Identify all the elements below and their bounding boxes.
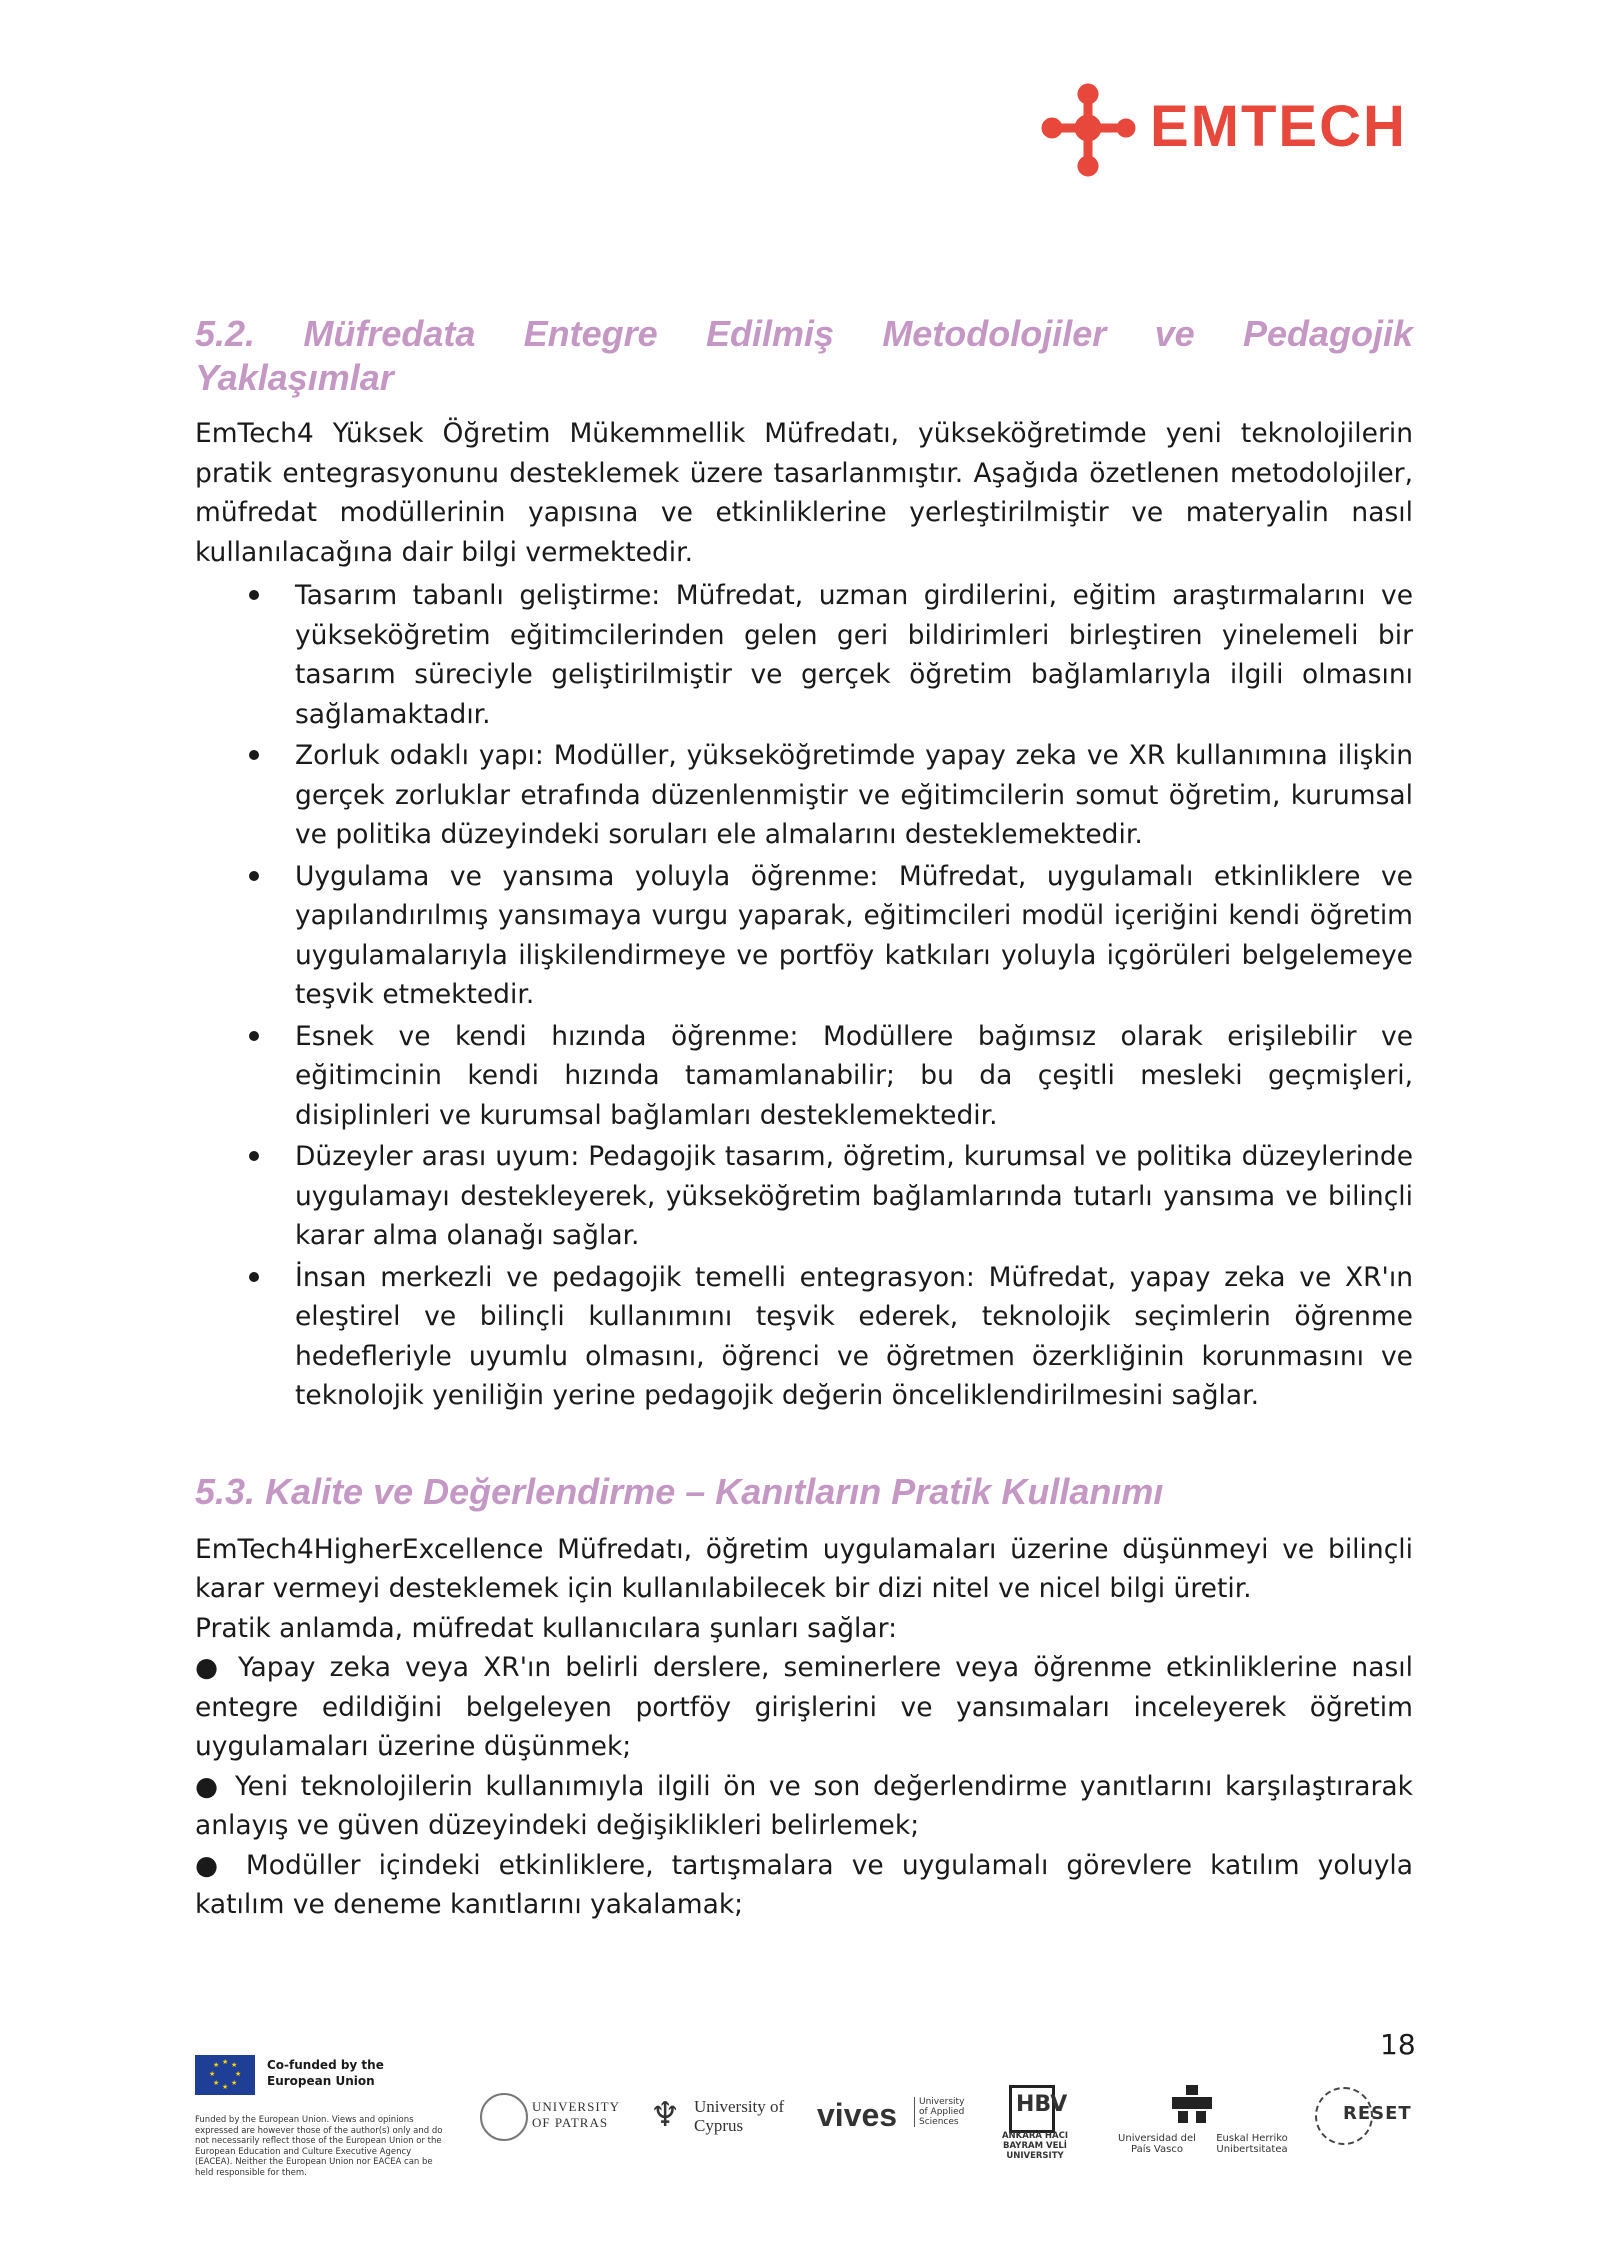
list-item-text: Zorluk odaklı yapı: Modüller, yükseköğretimde yapay zeka ve XR kullanımına ilişkin gerçek zorluklar etrafında düzenlenmiştir ve eğitimcilerin somut öğretim, kurumsal ve politika düzeyindeki soruları ele almalarını desteklemektedir.	[295, 740, 1413, 850]
section-5-3-paragraph: ● Yapay zeka veya XR'ın belirli derslere, seminerlere veya öğrenme etkinliklerine nasıl entegre edildiğini belgeleyen portföy girişlerini ve yansımaları inceleyerek öğretim uygulamaları üzerine düşünmek;	[195, 1652, 1413, 1762]
eu-cofunded-label: Co-funded by the European Union	[267, 2058, 384, 2088]
patras-seal-icon	[480, 2093, 528, 2141]
patras-label: UNIVERSITY OF PATRAS	[532, 2099, 620, 2130]
list-item-text: İnsan merkezli ve pedagojik temelli entegrasyon: Müfredat, yapay zeka ve XR'ın eleştirel ve bilinçli kullanımını teşvik ederek, teknolojik seçimlerin öğrenme hedefleriyle uyumlu olmasını, öğrenci ve öğretmen özerkliğinin korunmasını ve teknolojik yeniliğin yerine pedagojik değerin önceliklendirilmesini sağlar.	[295, 1261, 1413, 1411]
vives-sublabel: University of Applied Sciences	[914, 2097, 969, 2127]
list-item-text: Tasarım tabanlı geliştirme: Müfredat, uzman girdilerini, eğitim araştırmalarını ve yükseköğretim eğitimcilerinden gelen geri bildirimleri birleştiren yinelemeli bir tasarım süreciyle geliştirilmiştir ve gerçek öğretim bağlamlarıyla ilgili olmasını sağlamaktadır.	[295, 580, 1413, 730]
bullet-icon	[249, 1151, 259, 1161]
footer-partner-logos	[195, 2055, 1420, 2185]
reset-label: RESET	[1343, 2103, 1412, 2124]
list-item-text: Düzeyler arası uyum: Pedagojik tasarım, öğretim, kurumsal ve politika düzeylerinde uygulamayı destekleyerek, yükseköğretim bağlamlarında tutarlı yansıma ve bilinçli karar alma olanağı sağlar.	[295, 1141, 1413, 1251]
section-5-2-intro: EmTech4 Yüksek Öğretim Mükemmellik Müfredatı, yükseköğretimde yeni teknolojilerin pratik entegrasyonunu desteklemek üzere tasarlanmıştır. Aşağıda özetlenen metodolojiler, müfredat modüllerinin yapısına ve etkinliklerine yerleştirilmiştir ve materyalin nasıl kullanılacağına dair bilgi vermektedir.	[195, 418, 1413, 568]
emtech-molecule-icon	[1040, 78, 1150, 188]
methodology-list	[195, 576, 1413, 1416]
section-5-3-paragraph: Pratik anlamda, müfredat kullanıcılara şunları sağlar:	[195, 1612, 898, 1644]
upv-ehu-mark-icon	[1172, 2085, 1212, 2125]
cyprus-label: University of Cyprus	[694, 2097, 785, 2135]
bullet-icon	[249, 871, 259, 881]
list-item-text: Esnek ve kendi hızında öğrenme: Modüllere bağımsız olarak erişilebilir ve eğitimcinin kendi hızında tamamlanabilir; bu da çeşitli mesleki geçmişleri, disiplinleri ve kurumsal bağlamları desteklemektedir.	[295, 1020, 1413, 1131]
hbv-mark-icon	[1009, 2085, 1068, 2133]
hbv-mark: HBV	[1016, 2092, 1068, 2117]
bullet-icon	[249, 1031, 259, 1041]
section-5-2-heading-line1: 5.2. Müfredata Entegre Edilmiş Metodolojiler ve Pedagojik	[195, 313, 1413, 354]
emtech-logo-text: EMTECH	[1150, 94, 1407, 159]
page-number: 18	[1380, 2028, 1416, 2061]
list-item	[295, 736, 1413, 855]
list-item	[295, 576, 1413, 734]
hbv-label: ANKARA HACI BAYRAM VELİ UNIVERSITY	[1001, 2131, 1069, 2161]
bullet-icon	[249, 750, 259, 760]
section-5-3-paragraph: EmTech4HigherExcellence Müfredatı, öğretim uygulamaları üzerine düşünmeyi ve bilinçli karar vermeyi desteklemek için kullanılabilecek bir dizi nitel ve nicel bilgi üretir.	[195, 1533, 1413, 1604]
eu-disclaimer: Funded by the European Union. Views and opinions expressed are however those of the author(s) only and do not necessarily reflect those of the European Union or the European Education and Culture Executive Agency (EACEA). Neither the European Union nor EACEA can be held responsible for them.	[195, 2115, 443, 2178]
list-item	[295, 1017, 1413, 1136]
eu-flag-icon: ★ ★ ★ ★ ★ ★ ★ ★	[195, 2055, 255, 2095]
page-content	[195, 312, 1413, 1925]
section-5-2-heading-line2: Yaklaşımlar	[195, 357, 394, 398]
list-item	[295, 1137, 1413, 1256]
bullet-icon	[249, 590, 259, 600]
vives-label: vives	[817, 2097, 898, 2133]
bullet-icon	[249, 1272, 259, 1282]
section-5-3-heading: 5.3. Kalite ve Değerlendirme – Kanıtların Pratik Kullanımı	[195, 1470, 1164, 1512]
section-5-3-paragraph: ● Modüller içindeki etkinliklere, tartışmalara ve uygulamalı görevlere katılım yoluyla katılım ve deneme kanıtlarını yakalamak;	[195, 1849, 1413, 1920]
list-item	[295, 857, 1413, 1015]
cyprus-tree-icon: ♆	[650, 2095, 681, 2135]
section-5-3-paragraph: ● Yeni teknolojilerin kullanımıyla ilgili ön ve son değerlendirme yanıtlarını karşılaştırarak anlayış ve güven düzeyindeki değişiklikleri belirlemek;	[195, 1770, 1413, 1841]
list-item	[295, 1258, 1413, 1416]
emtech-logo	[1040, 78, 1420, 188]
list-item-text: Uygulama ve yansıma yoluyla öğrenme: Müfredat, uygulamalı etkinliklere ve yapılandırılmış yansımaya vurgu yaparak, eğitimcileri modül içeriğini kendi öğretim uygulamalarıyla ilişkilendirmeye ve portföy katkıları yoluyla içgörüleri belgelemeye teşvik etmektedir.	[295, 860, 1413, 1010]
section-5-2-heading	[195, 312, 1413, 400]
upv-label-eu: Euskal Herriko Unibertsitatea	[1216, 2133, 1288, 2155]
upv-label-es: Universidad del País Vasco	[1118, 2133, 1196, 2155]
